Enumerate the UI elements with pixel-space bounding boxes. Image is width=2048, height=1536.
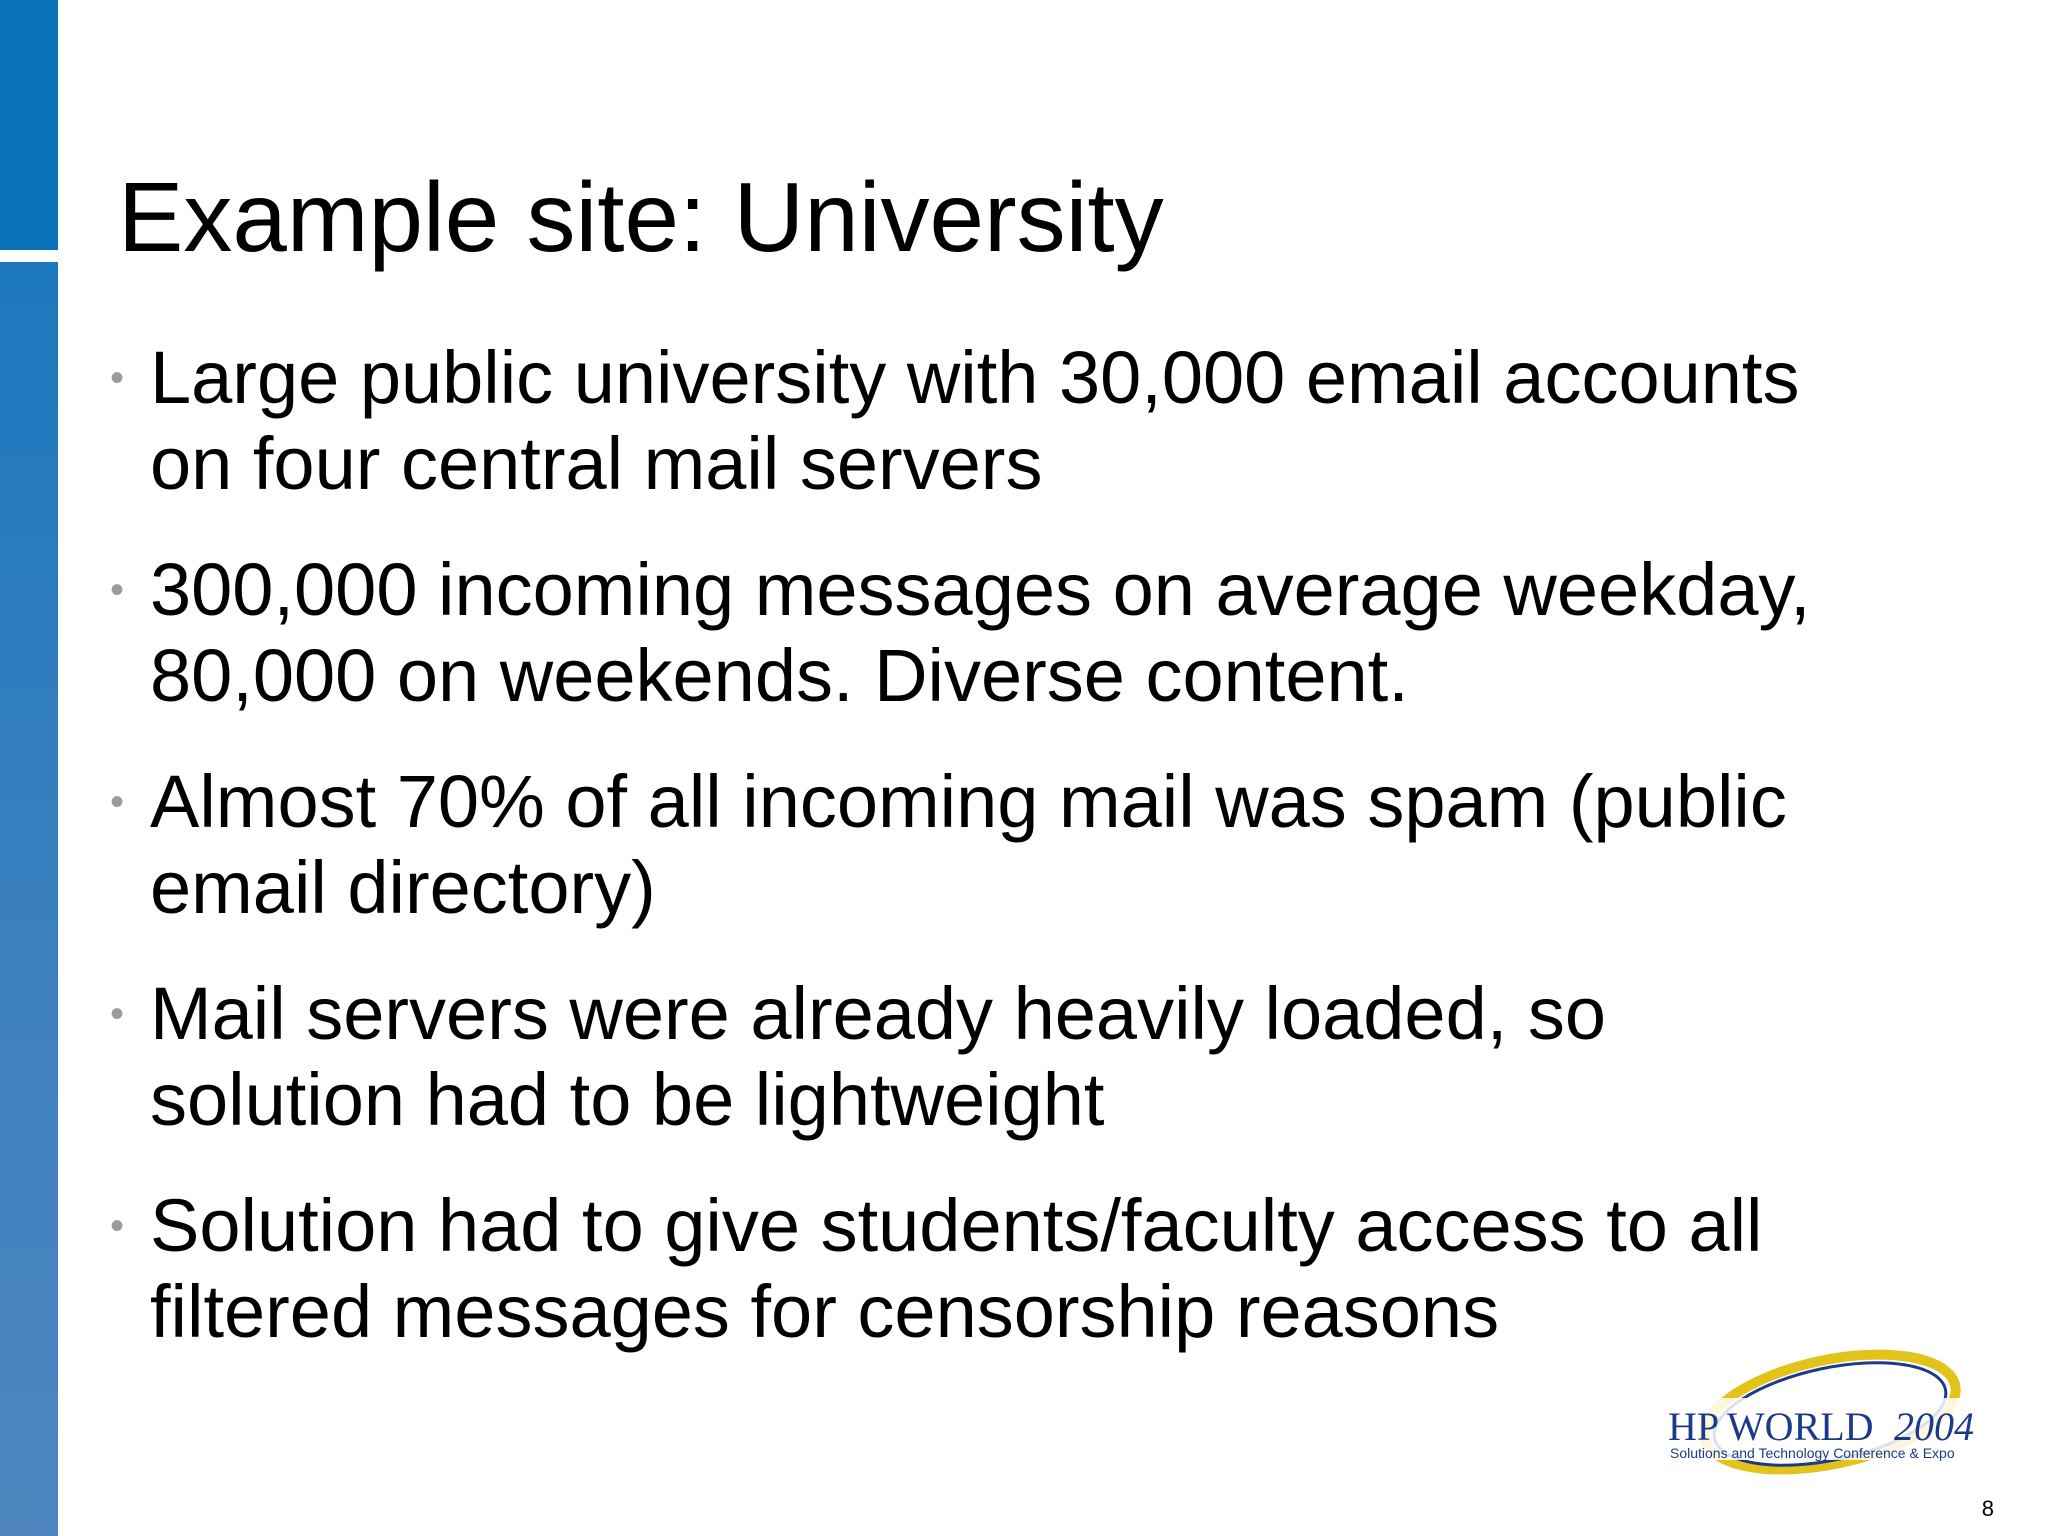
- bullet-item: [110, 759, 2010, 931]
- bullet-text: Large public university with 30,000 email accounts on four central mail servers: [150, 336, 1800, 505]
- hp-world-2004-logo: [1660, 1340, 2020, 1500]
- bullet-item: [110, 971, 2010, 1143]
- logo-brand-text: HP WORLD: [1668, 1404, 1874, 1449]
- bullet-list: [110, 335, 2010, 1395]
- logo-year-text: 2004: [1894, 1404, 1974, 1449]
- bullet-text: 300,000 incoming messages on average weekday, 80,000 on weekends. Diverse content.: [150, 548, 1811, 717]
- accent-bar-top: [0, 0, 58, 250]
- bullet-text: Mail servers were already heavily loaded, so solution had to be lightweight: [150, 972, 1607, 1141]
- bullet-item: [110, 547, 2010, 719]
- bullet-marker: •: [110, 992, 125, 1036]
- bullet-marker: •: [110, 568, 125, 612]
- bullet-item: [110, 335, 2010, 507]
- bullet-marker: •: [110, 1204, 125, 1248]
- logo-tagline-text: Solutions and Technology Conference & Expo: [1670, 1445, 1955, 1461]
- bullet-marker: •: [110, 356, 125, 400]
- bullet-marker: •: [110, 780, 125, 824]
- slide-title: Example site: University: [118, 162, 1164, 272]
- page-number: 8: [1981, 1496, 1994, 1521]
- bullet-text: Solution had to give students/faculty access to all filtered messages for censorship reasons: [150, 1184, 1763, 1353]
- bullet-item: [110, 1183, 2010, 1355]
- accent-bar-bottom: [0, 262, 58, 1536]
- bullet-text: Almost 70% of all incoming mail was spam (public email directory): [150, 760, 1787, 929]
